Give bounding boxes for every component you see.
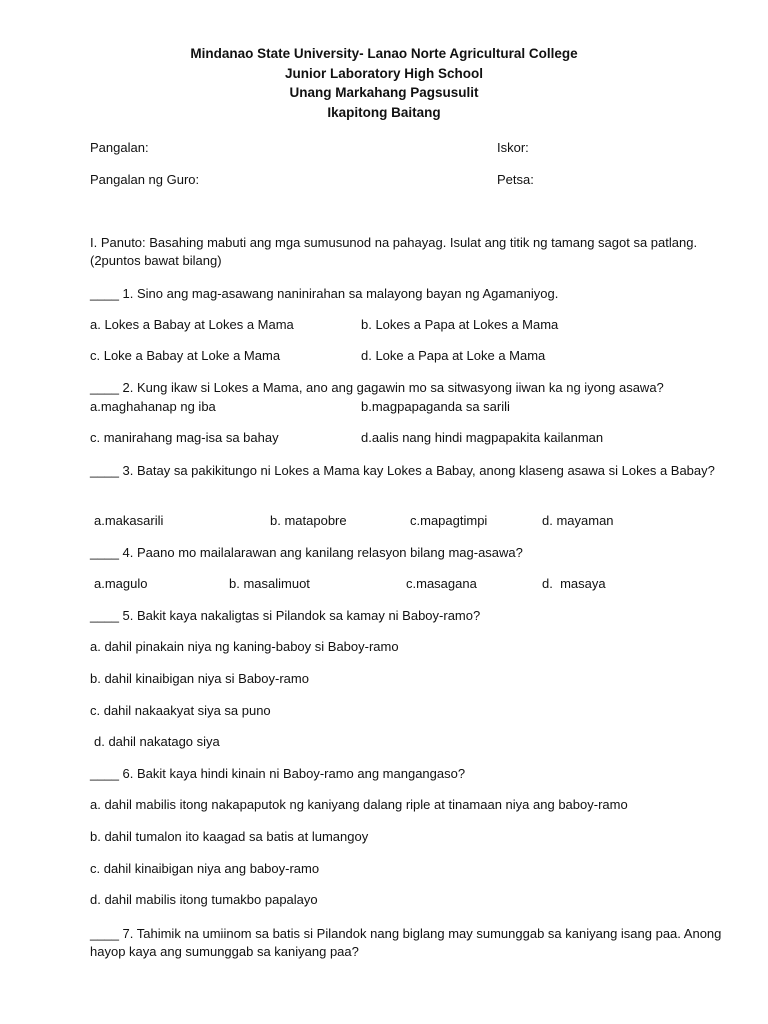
choice-5d: d. dahil nakatago siya	[94, 734, 220, 749]
choice-2c: c. manirahang mag-isa sa bahay	[90, 430, 279, 445]
choice-4a: a.magulo	[94, 576, 148, 591]
exam-header	[0, 44, 768, 122]
choice-6d: d. dahil mabilis itong tumakbo papalayo	[90, 892, 318, 907]
choice-4b: b. masalimuot	[229, 576, 310, 591]
choice-3a: a.makasarili	[94, 513, 164, 528]
question-5: ____ 5. Bakit kaya nakaligtas si Pilandok sa kamay ni Baboy-ramo?	[90, 608, 481, 623]
choice-1b: b. Lokes a Papa at Lokes a Mama	[361, 317, 559, 332]
choice-3c: c.mapagtimpi	[410, 513, 488, 528]
date-label: Petsa:	[497, 172, 534, 187]
choice-5a: a. dahil pinakain niya ng kaning-baboy si Baboy-ramo	[90, 639, 399, 654]
university-name: Mindanao State University- Lanao Norte Agricultural College	[190, 46, 578, 61]
teacher-label: Pangalan ng Guro:	[90, 172, 200, 187]
grade-level: Ikapitong Baitang	[327, 104, 441, 120]
choice-5c: c. dahil nakaakyat siya sa puno	[90, 703, 271, 718]
choice-6a: a. dahil mabilis itong nakapaputok ng kaniyang dalang riple at tinamaan niya ang baboy-ramo	[90, 797, 628, 812]
choice-3d: d. mayaman	[542, 513, 614, 528]
choice-1a: a. Lokes a Babay at Lokes a Mama	[90, 317, 294, 332]
choice-1d: d. Loke a Papa at Loke a Mama	[361, 348, 546, 363]
question-3: ____ 3. Batay sa pakikitungo ni Lokes a Mama kay Lokes a Babay, anong klaseng asawa si Lokes a Babay?	[90, 463, 715, 478]
score-label: Iskor:	[497, 140, 529, 155]
question-1: ____ 1. Sino ang mag-asawang naninirahan sa malayong bayan ng Agamaniyog.	[90, 286, 559, 301]
question-6: ____ 6. Bakit kaya hindi kinain ni Baboy-ramo ang mangangaso?	[90, 766, 466, 781]
choice-1c: c. Loke a Babay at Loke a Mama	[90, 348, 281, 363]
instructions: I. Panuto: Basahing mabuti ang mga sumusunod na pahayag. Isulat ang titik ng tamang sagot sa patlang. (2puntos bawat bilang)	[90, 235, 698, 268]
choice-2b: b.magpapaganda sa sarili	[361, 399, 510, 414]
name-label: Pangalan:	[90, 140, 149, 155]
choice-3b: b. matapobre	[270, 513, 347, 528]
choice-2d: d.aalis nang hindi magpapakita kailanman	[361, 430, 604, 445]
choice-5b: b. dahil kinaibigan niya si Baboy-ramo	[90, 671, 309, 686]
choice-4c: c.masagana	[406, 576, 477, 591]
question-2: ____ 2. Kung ikaw si Lokes a Mama, ano ang gagawin mo sa sitwasyong iiwan ka ng iyong asawa?	[90, 380, 664, 395]
choice-2a: a.maghahanap ng iba	[90, 399, 216, 414]
choice-6b: b. dahil tumalon ito kaagad sa batis at lumangoy	[90, 829, 369, 844]
question-4: ____ 4. Paano mo mailalarawan ang kanilang relasyon bilang mag-asawa?	[90, 545, 523, 560]
choice-4d: d. masaya	[542, 576, 606, 591]
school-name: Junior Laboratory High School	[284, 65, 483, 81]
choice-6c: c. dahil kinaibigan niya ang baboy-ramo	[90, 861, 320, 876]
question-7: ____ 7. Tahimik na umiinom sa batis si Pilandok nang biglang may sumunggab sa kaniyang isang paa. Anong hayop kaya ang sumunggab sa kaniyang paa?	[90, 926, 722, 959]
exam-title: Unang Markahang Pagsusulit	[289, 85, 479, 100]
